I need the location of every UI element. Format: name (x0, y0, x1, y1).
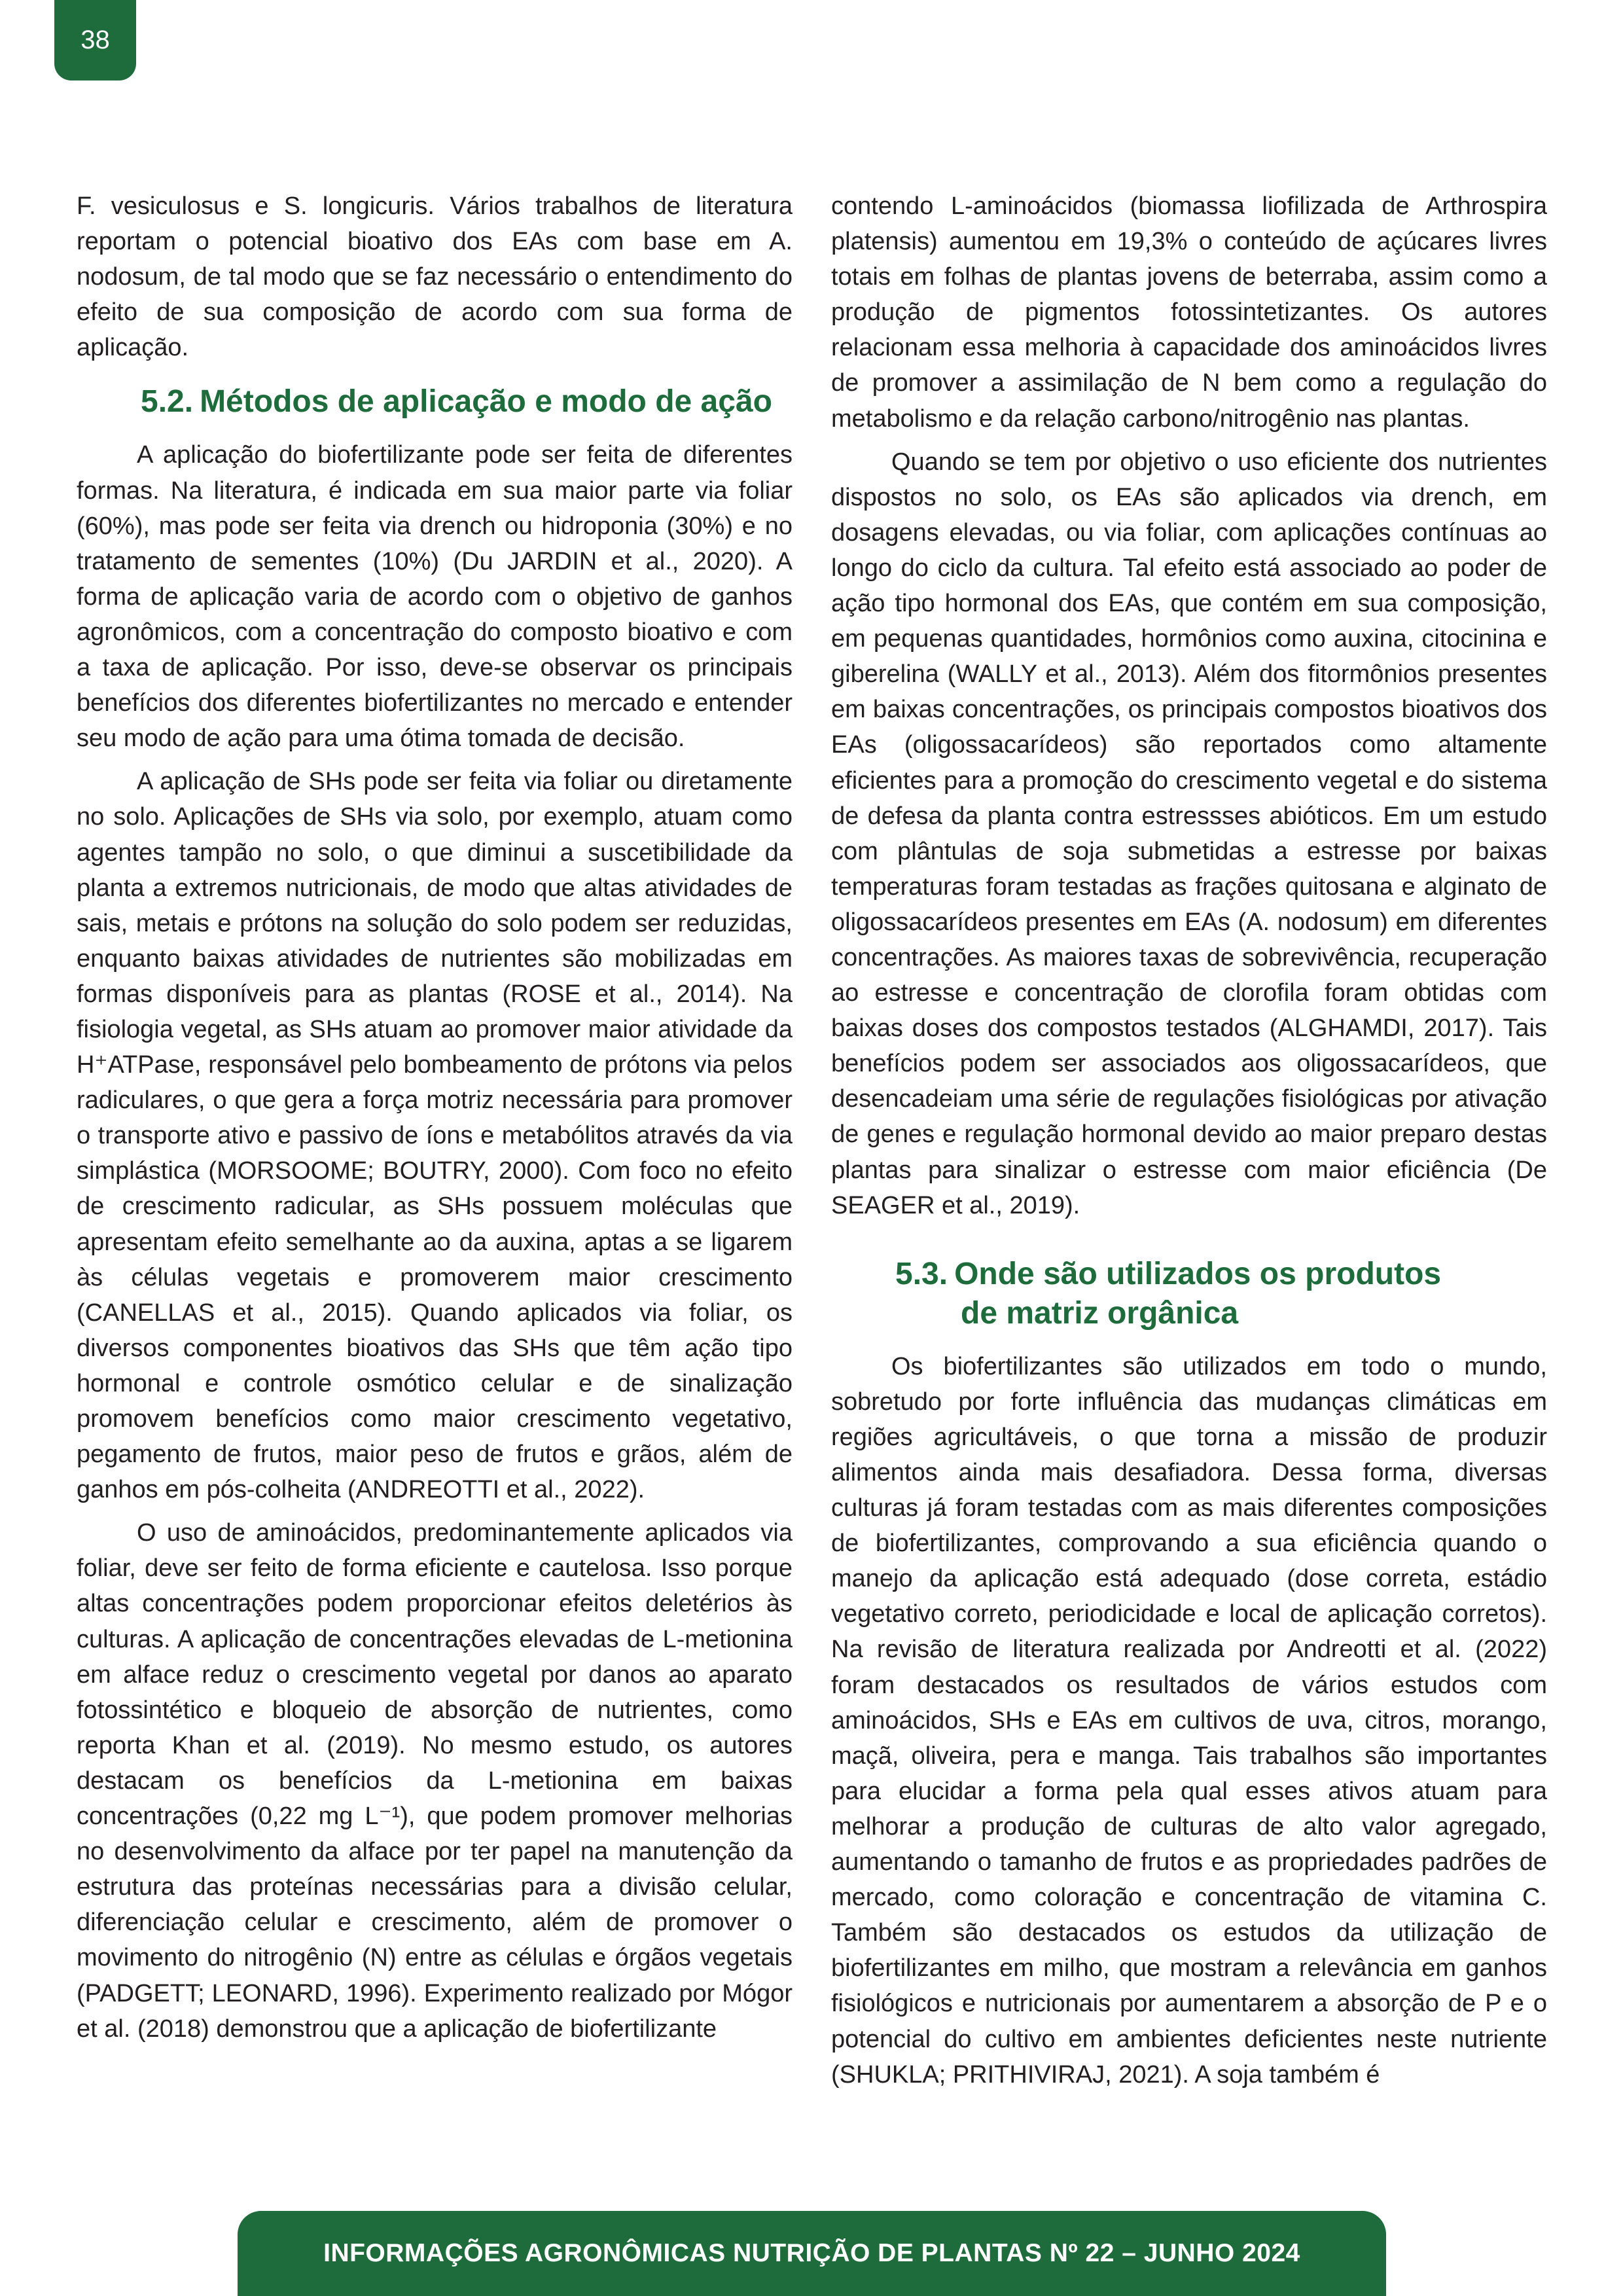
paragraph: O uso de aminoácidos, predominantemente aplicados via foliar, deve ser feito de forma eficiente e cautelosa. Isso porque altas concentrações podem proporcionar efeitos deletérios às culturas. A aplicação de concentrações elevadas de L-metionina em alface reduz o crescimento vegetal por danos ao aparato fotossintético e bloqueio de absorção de nutrientes, como reporta Khan et al. (2019). No mesmo estudo, os autores destacam os benefícios da L-metionina em baixas concentrações (0,22 mg L⁻¹), que podem promover melhorias no desenvolvimento da alface por ter papel na manutenção da estrutura das proteínas necessárias para a divisão celular, diferenciação celular e crescimento, além de promover o movimento do nitrogênio (N) entre as células e órgãos vegetais (PADGETT; LEONARD, 1996). Experimento realizado por Mógor et al. (2018) demonstrou que a aplicação de biofertilizante (77, 1519, 793, 2043)
section-title-line-1: Onde são utilizados os produtos (954, 1256, 1442, 1291)
footer-banner: INFORMAÇÕES AGRONÔMICAS NUTRIÇÃO DE PLANTAS Nº 22 – JUNHO 2024 (238, 2211, 1386, 2296)
section-heading-5-3 (831, 1255, 1547, 1333)
paragraph: A aplicação do biofertilizante pode ser feita de diferentes formas. Na literatura, é indicada em sua maior parte via foliar (60%), mas pode ser feita via drench ou hidroponia (30%) e no tratamento de sementes (10%) (Du JARDIN et al., 2020). A forma de aplicação varia de acordo com o objetivo de ganhos agronômicos, com a concentração do composto bioativo e com a taxa de aplicação. Por isso, deve-se observar os principais benefícios dos diferentes biofertilizantes no mercado e entender seu modo de ação para uma ótima tomada de decisão. (77, 441, 793, 753)
paragraph: contendo L-aminoácidos (biomassa liofilizada de Arthrospira platensis) aumentou em 19,3% o conteúdo de açúcares livres totais em folhas de plantas jovens de beterraba, assim como a produção de pigmentos fotossintetizantes. Os autores relacionam essa melhoria à capacidade dos aminoácidos livres de promover a assimilação de N bem como a regulação do metabolismo e da relação carbono/nitrogênio nas plantas. (831, 192, 1547, 433)
section-number: 5.3. (895, 1256, 948, 1291)
page-number: 38 (54, 0, 136, 81)
section-number: 5.2. (141, 384, 194, 420)
paragraph: A aplicação de SHs pode ser feita via foliar ou diretamente no solo. Aplicações de SHs via solo, por exemplo, atuam como agentes tampão no solo, o que diminui a suscetibilidade da planta a extremos nutricionais, de modo que altas atividades de sais, metais e prótons na solução do solo podem ser reduzidas, enquanto baixas atividades de nutrientes são mobilizadas em formas disponíveis para as plantas (ROSE et al., 2014). Na fisiologia vegetal, as SHs atuam ao promover maior atividade da H⁺ATPase, responsável pelo bombeamento de prótons via pelos radiculares, o que gera a força motriz necessária para promover o transporte ativo e passivo de íons e metabólitos através da via simplástica (MORSOOME; BOUTRY, 2000). Com foco no efeito de crescimento radicular, as SHs possuem moléculas que apresentam efeito semelhante ao da auxina, aptas a se ligarem às células vegetais e promoverem maior crescimento (CANELLAS et al., 2015). Quando aplicados via foliar, os diversos componentes bioativos das SHs que têm ação tipo hormonal e controle osmótico celular e de sinalização promovem benefícios como maior crescimento vegetativo, pegamento de frutos, maior peso de frutos e grãos, além de ganhos em pós-colheita (ANDREOTTI et al., 2022). (77, 768, 793, 1504)
paragraph: F. vesiculosus e S. longicuris. Vários trabalhos de literatura reportam o potencial bioativo dos EAs com base em A. nodosum, de tal modo que se faz necessário o entendimento do efeito de sua composição de acordo com sua forma de aplicação. (77, 192, 793, 362)
paragraph: Quando se tem por objetivo o uso eficiente dos nutrientes dispostos no solo, os EAs são aplicados via drench, em dosagens elevadas, ou via foliar, com aplicações contínuas ao longo do ciclo da cultura. Tal efeito está associado ao poder de ação tipo hormonal dos EAs, que contém em sua composição, em pequenas quantidades, hormônios como auxina, citocinina e giberelina (WALLY et al., 2013). Além dos fitormônios presentes em baixas concentrações, os principais compostos bioativos dos EAs (oligossacarídeos) são reportados como altamente eficientes para a promoção do crescimento vegetal e do sistema de defesa da planta contra estressses abióticos. Em um estudo com plântulas de soja submetidas a estresse por baixas temperaturas foram testadas as frações quitosana e alginato de oligossacarídeos presentes em EAs (A. nodosum) em diferentes concentrações. As maiores taxas de sobrevivência, recuperação ao estresse e concentração de clorofila foram obtidas com baixas doses dos compostos testados (ALGHAMDI, 2017). Tais benefícios podem ser associados aos oligossacarídeos, que desencadeiam uma série de regulações fisiológicas por ativação de genes e regulação hormonal devido ao maior preparo destas plantas para sinalizar o estresse com maior eficiência (De SEAGER et al., 2019). (831, 448, 1547, 1219)
section-heading-5-2 (77, 382, 793, 422)
paragraph: Os biofertilizantes são utilizados em todo o mundo, sobretudo por forte influência das mudanças climáticas em regiões agricultáveis, o que torna a missão de produzir alimentos ainda mais desafiadora. Dessa forma, diversas culturas já foram testadas com as mais diferentes composições de biofertilizantes, comprovando a sua eficiência quando o manejo da aplicação está adequado (dose correta, estádio vegetativo correto, periodicidade e local de aplicação corretos). Na revisão de literatura realizada por Andreotti et al. (2022) foram destacados os resultados de vários estudos com aminoácidos, SHs e EAs em cultivos de uva, citros, morango, maçã, oliveira, pera e manga. Tais trabalhos são importantes para elucidar a forma pela qual esses ativos atuam para melhorar a produção de culturas de alto valor agregado, aumentando o tamanho de frutos e as propriedades padrões de mercado, como coloração e concentração de vitamina C. Também são destacados os estudos da utilização de biofertilizantes em milho, que mostram a relevância em ganhos fisiológicos e nutricionais por aumentarem a absorção de P e o potencial do cultivo em ambientes deficientes neste nutriente (SHUKLA; PRITHIVIRAJ, 2021). A soja também é (831, 1352, 1547, 2089)
right-column (831, 188, 1547, 2100)
section-title-line-2: de matriz orgânica (961, 1295, 1239, 1331)
section-title: Métodos de aplicação e modo de ação (200, 384, 772, 420)
left-column (77, 188, 793, 2054)
